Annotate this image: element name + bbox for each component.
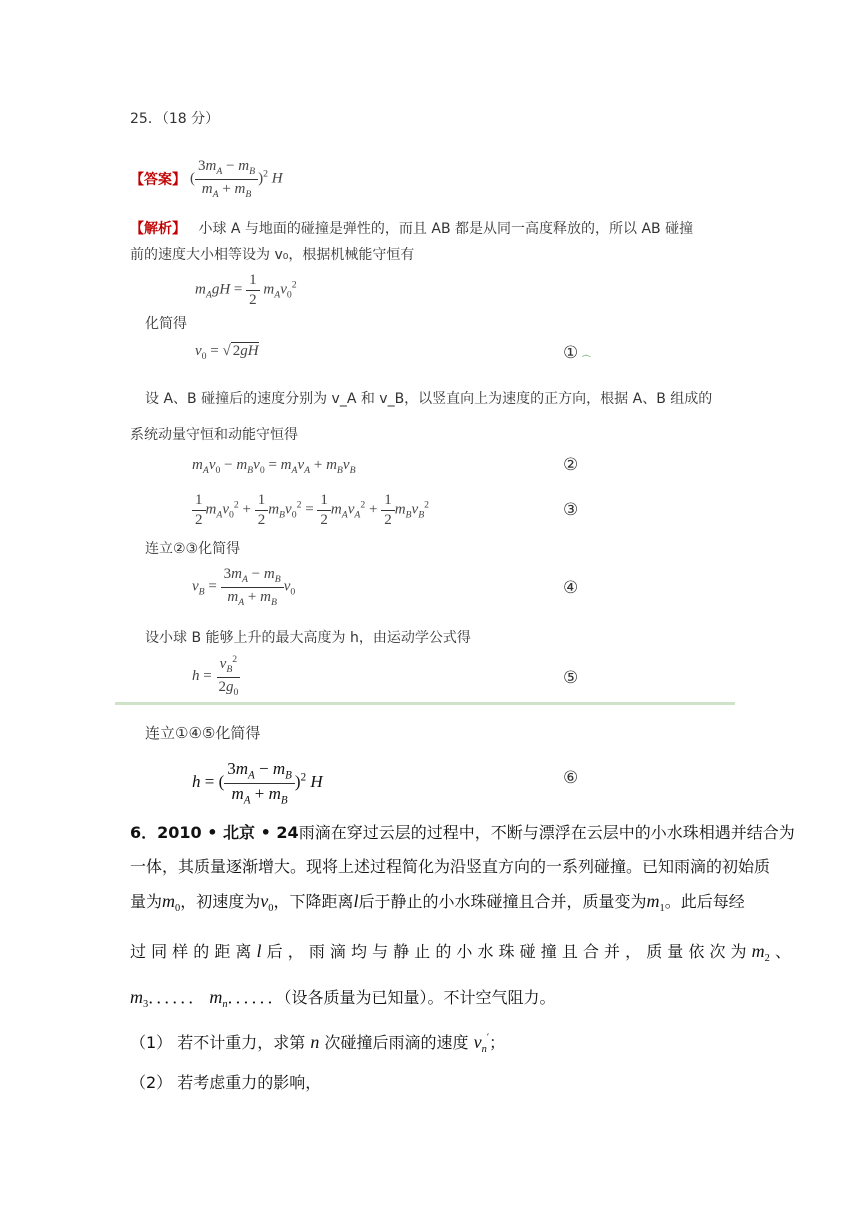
analysis-text-1: 小球 A 与地面的碰撞是弹性的，而且 AB 都是从同一高度释放的，所以 AB 碰撞 [198,221,694,237]
answer-line [130,158,283,200]
eq-num-6: ⑥ [563,768,579,788]
simplify-text: 化简得 [145,316,187,332]
combine-145-text: 连立①④⑤化简得 [145,724,261,742]
problem6-line4: 过 同 样 的 距 离 l 后 ， 雨 滴 均 与 静 止 的 小 水 珠 碰 撞 且 合 并 ， 质 量 依 次 为 $m_2$ 、 [130,941,791,965]
answer-label: 【答案】 [130,172,186,189]
analysis-line4: 系统动量守恒和动能守恒得 [130,427,298,443]
eq-num-5: ⑤ [563,668,579,688]
section-divider [115,702,735,705]
eq-num-1: ① ෴ [563,343,591,363]
final-h-equation: h = ( $\frac{3m_A - m_B}{m_A + m_B}$ )$^2$ H [192,759,323,806]
eq-num-2: ② [563,455,579,475]
analysis-line5: 设小球 B 能够上升的最大高度为 h，由运动学公式得 [145,630,471,646]
problem6-line5: $m_3$．．．．．． $m_n$．．．．．．（设各质量为已知量）。不计空气阻力。 [130,987,556,1011]
v0-equation: $v_0$ = √ 2gH [195,343,259,362]
h-equation: h = $\frac{v_B^2}{2g_0}$ [192,654,239,698]
answer-formula: ( $\frac{3m_A - m_B}{m_A + m_B}$ )$^2$ H [190,158,283,200]
eq-num-3: ③ [563,500,579,520]
problem6-line1 [130,823,795,844]
analysis-line3: 设 A、B 碰撞后的速度分别为 v_A 和 v_B，以竖直向上为速度的正方向，根据 A、B 组成的 [145,391,713,407]
energy-conservation-equation: $\frac{1}{2}$ $m_Av_0^2$ + $\frac{1}{2}$ $m_Bv_0^2$ = $\frac{1}{2}$ $m_Av_A^2$ + $\frac{1}{2}$ $m_Bv_B^2$ [192,492,429,528]
problem6-line2: 一体，其质量逐渐增大。现将上述过程简化为沿竖直方向的一系列碰撞。已知雨滴的初始质 [130,857,771,876]
energy-equation: $m_AgH$ = $\frac{1}{2}$ $m_Av_0^2$ [195,272,297,308]
analysis-line2: 前的速度大小相等设为 v₀，根据机械能守恒有 [130,247,415,263]
combine-23-text: 连立②③化简得 [145,541,241,557]
question-2: （2） 若考虑重力的影响， [130,1073,322,1092]
analysis-line1 [130,218,693,238]
problem6-number: 6． [130,823,158,842]
eq-num-4: ④ [563,578,579,598]
question-1: （1） 若不计重力，求第 n 次碰撞后雨滴的速度 $v_n'$； [130,1032,506,1056]
momentum-equation: $m_Av_0 - m_Bv_0 = m_Av_A + m_Bv_B$ [192,457,356,476]
vB-equation: $v_B$ = $\frac{3m_A - m_B}{m_A + m_B}$ $v_0$ [192,566,296,608]
problem6-source: 2010 • 北京 • 24 [157,823,299,842]
problem6-line3: 量为$m_0$，初速度为$v_0$，下降距离l后于静止的小水珠碰撞且合并，质量变为$m_1$。此后每经 [130,891,745,915]
problem6-text-1: 雨滴在穿过云层的过程中，不断与漂浮在云层中的小水珠相遇并结合为 [298,823,795,842]
analysis-label: 【解析】 [130,221,186,237]
problem-number: 25．（18 分） [130,111,220,127]
